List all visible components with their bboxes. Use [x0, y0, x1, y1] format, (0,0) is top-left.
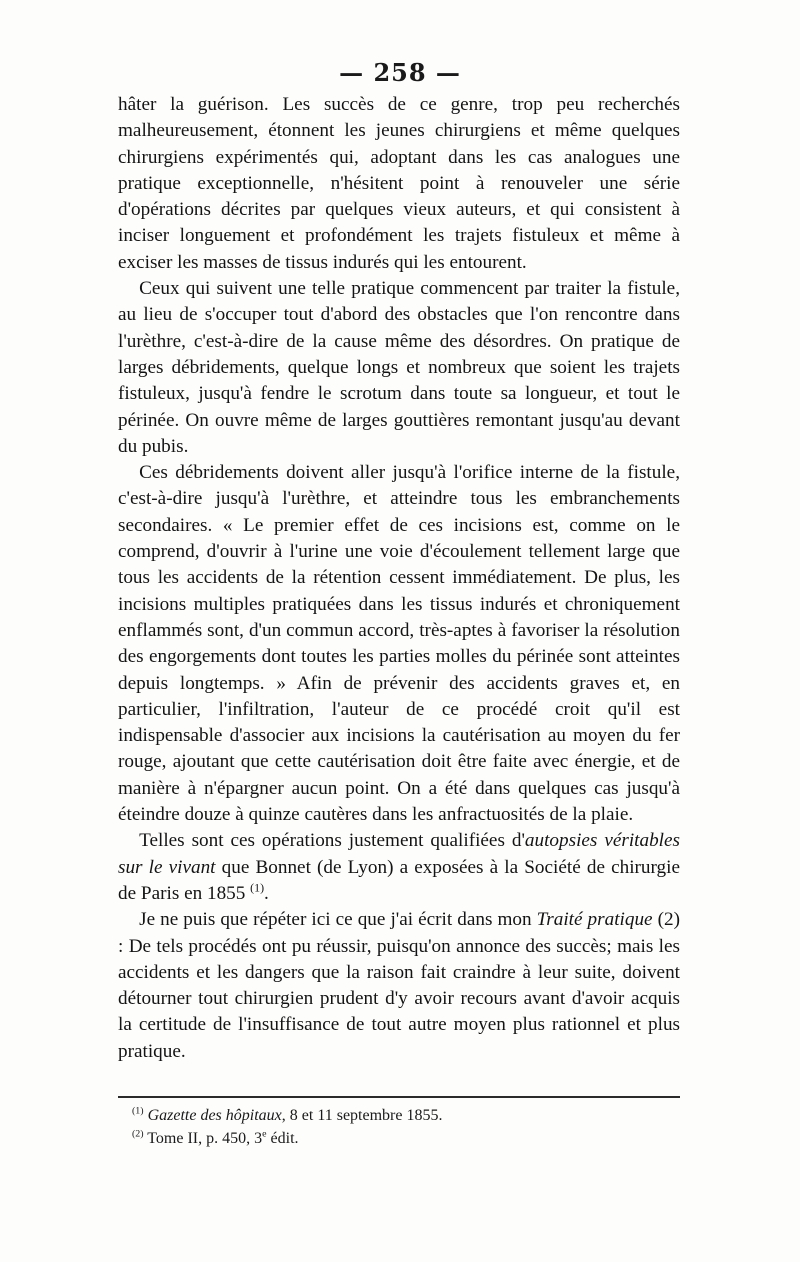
text-run: , 8 et 11 septembre 1855. — [281, 1107, 443, 1124]
text-run: que Bonnet (de Lyon) a exposées à la Société de chirurgie de Paris en 1855 — [118, 856, 680, 904]
superscript-mark: e — [262, 1128, 267, 1140]
paragraph-p3 — [118, 460, 680, 828]
paragraph-p1 — [118, 92, 680, 276]
text-run: hâter la guérison. Les succès de ce genre, trop peu recherchés malheureusement, étonnent les jeunes chirurgiens et même quelques chirurgiens expérimentés qui, adoptant dans les cas analogues une pratique exceptionnelle, n'hésitent point à renouveler une série d'opérations décrites par quelques vieux auteurs, et qui consistent à inciser longuement et profondément les trajets fistuleux et même à exciser les masses de tissus indurés qui les entourent. — [118, 94, 680, 273]
italic-text: Traité pratique — [536, 909, 653, 931]
text-run: Tome II, p. 450, 3 — [143, 1130, 263, 1147]
text-run: (2) : De tels procédés ont pu réussir, puisqu'on annonce des succès; mais les accidents et les dangers que la raison fait craindre à leur suite, doivent détourner tout chirurgien prudent d'y avoir recours avant d'avoir acquis la certitude de l'insuffisance de tout autre moyen plus rationnel et plus pratique. — [118, 909, 681, 1062]
footnotes — [132, 1104, 680, 1150]
paragraph-p4 — [118, 828, 680, 907]
paragraph-p2 — [118, 276, 680, 460]
footnote-fn1 — [132, 1104, 680, 1127]
superscript-mark: (1) — [250, 880, 265, 895]
body-text — [118, 92, 680, 1065]
superscript-mark: (2) — [132, 1128, 144, 1140]
footnote-fn2 — [132, 1127, 680, 1150]
page-number: — 258 — — [339, 58, 461, 87]
footnote-divider — [118, 1096, 680, 1098]
italic-text: Gazette des hôpitaux — [147, 1107, 282, 1124]
text-run: Ces débridements doivent aller jusqu'à l'orifice interne de la fistule, c'est-à-dire jusqu'à l'urèthre, et atteindre tous les embranchements secondaires. « Le premier effet de ces incisions est, comme on le comprend, d'ouvrir à l'urine une voie d'écoulement tellement large que tous les accidents de la rétention cessent immédiatement. De plus, les incisions multiples pratiquées dans les tissus indurés et chroniquement enflammés sont, d'un commun accord, très-aptes à favoriser la résolution des engorgements dont toutes les parties molles du périnée sont atteintes depuis longtemps. » Afin de prévenir des accidents graves et, en particulier, l'infiltration, l'auteur de ce procédé croit qu'il est indispensable d'associer aux incisions la cautérisation au moyen du fer rouge, ajoutant que cette cautérisation doit être faite avec énergie, et de manière à n'épargner aucun point. On a été dans quelques cas jusqu'à éteindre douze à quinze cautères dans les anfractuosités de la plaie. — [118, 462, 680, 826]
superscript-mark: (1) — [132, 1105, 144, 1117]
text-run: Ceux qui suivent une telle pratique commencent par traiter la fistule, au lieu de s'occuper tout d'abord des obstacles que l'on rencontre dans l'urèthre, c'est-à-dire de la cause même des désordres. On pratique de larges débridements, quelque longs et nombreux que soient les trajets fistuleux, jusqu'à fendre le scrotum dans toute sa longueur, et tout le périnée. On ouvre même de larges gouttières remontant jusqu'au devant du pubis. — [118, 278, 680, 457]
text-run: édit. — [266, 1130, 299, 1147]
text-run: Telles sont ces opérations justement qualifiées d' — [139, 830, 525, 852]
text-run: . — [264, 882, 269, 904]
text-run: Je ne puis que répéter ici ce que j'ai écrit dans mon — [139, 909, 537, 931]
italic-text: autopsies véritables sur le vivant — [118, 830, 680, 878]
paragraph-p5 — [118, 907, 680, 1065]
